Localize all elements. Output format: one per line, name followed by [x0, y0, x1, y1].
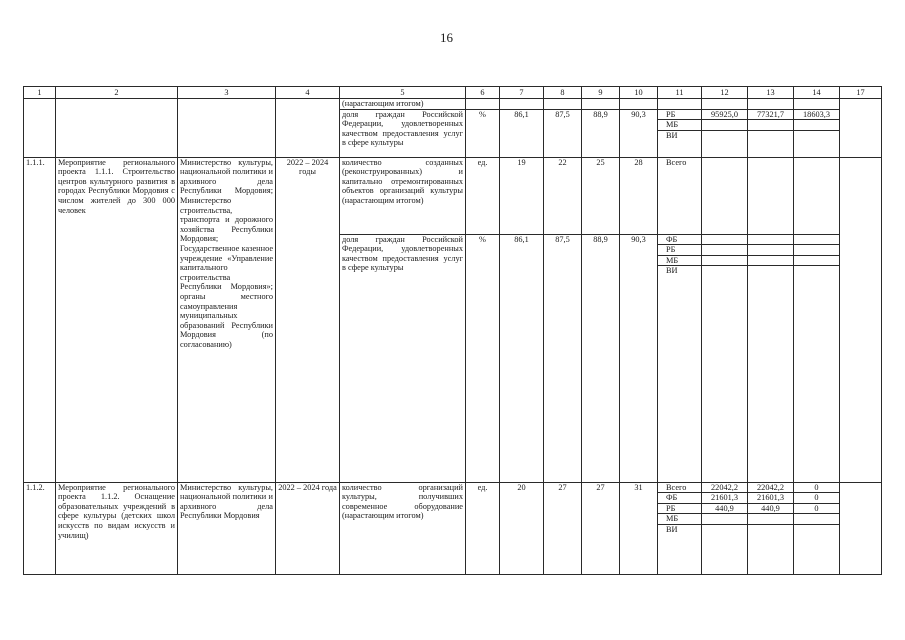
- unit-cell: ед.: [466, 157, 500, 234]
- value-cell: 86,1: [500, 109, 544, 157]
- amount-list: [748, 109, 794, 157]
- amount-cell: [748, 120, 793, 131]
- amount-cell: 440,9: [748, 503, 793, 514]
- source-label: Всего: [658, 157, 702, 234]
- source-label: ФБ: [658, 235, 701, 245]
- page-number: 16: [440, 30, 453, 45]
- amount-list: [748, 482, 794, 574]
- executor: Министерство культуры, национальной политики и архивного дела Республики Мордовия; Министерство строительства, транспорта и дорожного хозяйства Республики Мордовия; Государственное казенное учреждение «Управление капитального строительства Республики Мордовия»; органы местного самоуправления муниципальных образований Республики Мордовия (по согласованию): [178, 157, 276, 482]
- col-header: 5: [340, 87, 466, 99]
- source-list: [658, 109, 702, 157]
- source-label: МБ: [658, 514, 701, 525]
- source-label: ФБ: [658, 493, 701, 504]
- value-cell: 27: [582, 482, 620, 574]
- indicator-text: доля граждан Российской Федерации, удовлетворенных качеством предоставления услуг в сфере культуры: [340, 109, 466, 157]
- table-row: [24, 99, 882, 110]
- amount-cell: [702, 514, 747, 525]
- col-header: 9: [582, 87, 620, 99]
- value-cell: 19: [500, 157, 544, 234]
- indicator-text: доля граждан Российской Федерации, удовлетворенных качеством предоставления услуг в сфере культуры: [340, 234, 466, 482]
- amount-cell: [794, 130, 839, 140]
- source-label: РБ: [658, 110, 701, 120]
- col-header: 10: [620, 87, 658, 99]
- amount-list: [794, 482, 840, 574]
- amount-cell: [794, 120, 839, 131]
- indicator-text: (нарастающим итогом): [340, 99, 466, 110]
- value-cell: 27: [544, 482, 582, 574]
- col-header: 17: [840, 87, 882, 99]
- years: 2022 – 2024 года: [276, 482, 340, 574]
- source-label: РБ: [658, 503, 701, 514]
- amount-cell: 77321,7: [748, 110, 793, 120]
- amount-cell: [748, 524, 793, 534]
- executor: Министерство культуры, национальной политики и архивного дела Республики Мордовия: [178, 482, 276, 574]
- amount-cell: 21601,3: [702, 493, 747, 504]
- table-row: [24, 482, 882, 574]
- value-cell: 25: [582, 157, 620, 234]
- source-label: МБ: [658, 255, 701, 266]
- col-header: 7: [500, 87, 544, 99]
- col-header: 13: [748, 87, 794, 99]
- value-cell: 28: [620, 157, 658, 234]
- col-header: 14: [794, 87, 840, 99]
- source-list: [658, 234, 702, 482]
- unit-cell: ед.: [466, 482, 500, 574]
- value-cell: 87,5: [544, 234, 582, 482]
- amount-cell: [702, 524, 747, 534]
- col-header: 1: [24, 87, 56, 99]
- amount-cell: 21601,3: [748, 493, 793, 504]
- unit-cell: %: [466, 109, 500, 157]
- col-header: 6: [466, 87, 500, 99]
- amount-cell: [748, 130, 793, 140]
- table-row: [24, 157, 882, 234]
- amount-cell: 22042,2: [702, 483, 747, 493]
- value-cell: 86,1: [500, 234, 544, 482]
- col-header: 3: [178, 87, 276, 99]
- source-list: [658, 482, 702, 574]
- value-cell: 90,3: [620, 234, 658, 482]
- value-cell: 22: [544, 157, 582, 234]
- amount-cell: 18603,3: [794, 110, 839, 120]
- value-cell: 20: [500, 482, 544, 574]
- amount-cell: 22042,2: [748, 483, 793, 493]
- amount-cell: 0: [794, 493, 839, 504]
- amount-cell: [794, 524, 839, 534]
- source-label: Всего: [658, 483, 701, 493]
- col-header: 11: [658, 87, 702, 99]
- col-header: 8: [544, 87, 582, 99]
- row-number: 1.1.2.: [24, 482, 56, 574]
- unit-cell: %: [466, 234, 500, 482]
- amount-cell: [702, 120, 747, 131]
- indicator-text: количество организаций культуры, получивших современное оборудование (нарастающим итогом): [340, 482, 466, 574]
- source-label: МБ: [658, 120, 701, 131]
- value-cell: 31: [620, 482, 658, 574]
- source-label: РБ: [658, 245, 701, 256]
- value-cell: 88,9: [582, 234, 620, 482]
- col-header: 4: [276, 87, 340, 99]
- amount-cell: [748, 514, 793, 525]
- years: 2022 – 2024 годы: [276, 157, 340, 482]
- amount-cell: 0: [794, 483, 839, 493]
- row-number: 1.1.1.: [24, 157, 56, 482]
- amount-cell: [794, 514, 839, 525]
- amount-list: [702, 109, 748, 157]
- col-header: 12: [702, 87, 748, 99]
- amount-cell: 0: [794, 503, 839, 514]
- source-label: ВИ: [666, 130, 678, 140]
- amount-cell: 440,9: [702, 503, 747, 514]
- value-cell: 90,3: [620, 109, 658, 157]
- event-name: Мероприятие регионального проекта 1.1.1. Строительство центров культурного развития в городах Республики Мордовия с числом жителей до 300 000 человек: [56, 157, 178, 482]
- amount-cell: [702, 130, 747, 140]
- amount-list: [702, 482, 748, 574]
- amount-list: [794, 109, 840, 157]
- event-name: Мероприятие регионального проекта 1.1.2. Оснащение образовательных учреждений в сфере культуры (детских школ искусств по видам искусств и училищ): [56, 482, 178, 574]
- amount-cell: 95925,0: [702, 110, 747, 120]
- indicator-text: количество созданных (реконструированных) и капитально отремонтированных объектов организаций культуры (нарастающим итогом): [340, 157, 466, 234]
- header-row: [24, 87, 882, 99]
- source-label: ВИ: [666, 266, 678, 276]
- col-header: 2: [56, 87, 178, 99]
- source-label: ВИ: [666, 524, 678, 534]
- value-cell: 87,5: [544, 109, 582, 157]
- program-table: [23, 86, 882, 575]
- value-cell: 88,9: [582, 109, 620, 157]
